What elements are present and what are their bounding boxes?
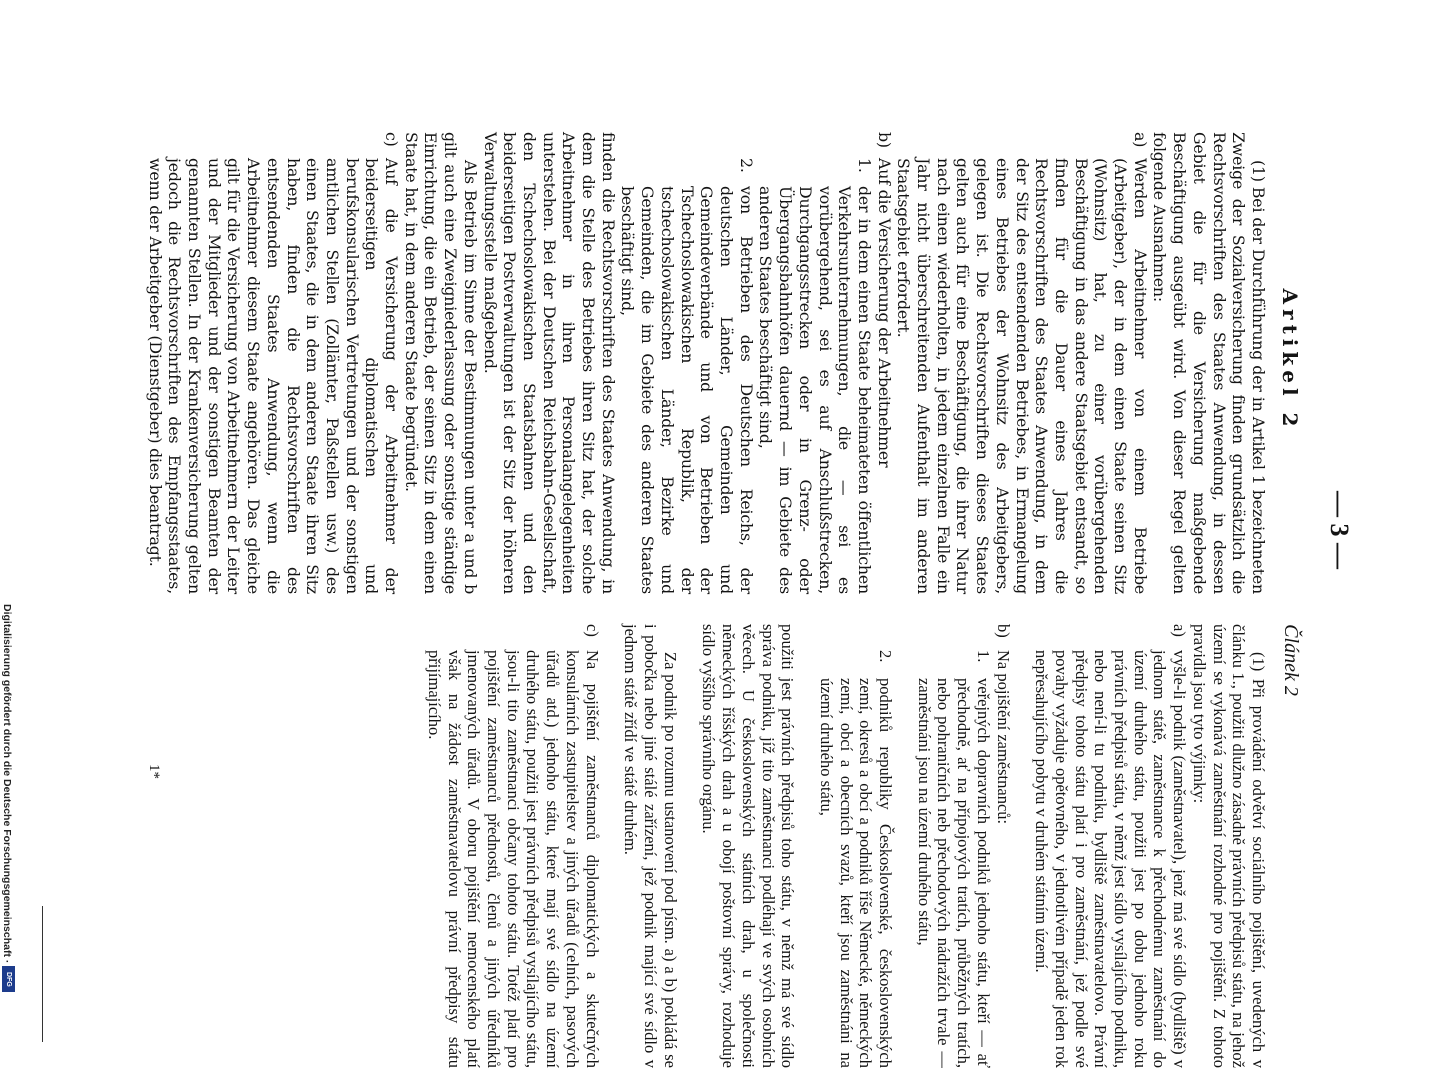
czech-item-a-mark: a) — [1170, 624, 1190, 637]
czech-article-title: Článek 2 — [1280, 624, 1302, 696]
german-item-b1 — [756, 158, 874, 594]
czech-item-b-continuation-2: Za podnik po rozumu ustanovení pod písm. a) a b) pokládá se i pobočka nebo jiné stálé zařízení, jež podnik mající své sídlo v jednom státě zřídí ve státě druhém. — [621, 624, 680, 1068]
czech-item-b — [993, 624, 1013, 1068]
divider-rule — [42, 906, 43, 1042]
czech-item-b-continuation: použiti jest právních předpisů toho státu, v němž má své sídlo správa podniku, jíž tito zaměstnanci podléhají ve svých osobních věcech. U československých státních drah, u společnosti německých říšských drah a u obojí poštovní správy, rozhoduje sídlo vyššího správního orgánu. — [699, 624, 798, 1068]
digitization-footer — [0, 0, 18, 1000]
czech-item-a-text: vyšle-li podnik (zaměstnavatel), jenž má své sídlo (bydliště) v jednom státě, zaměstnance k přechodnému zaměstnání do území druhého státu, použiti jest po dobu jednoho roku právních předpisů státu, v němž jest sídlo vysílajícího podniku, nebo není-li tu podniku, bydliště zaměstnavatelovo. Právní předpisy tohoto státu platí i pro zaměstnání, jež podle své povahy vyžaduje opětovného, v jednotlivém případě jeden rok nepřesahujícího pobytu v druhém státním území. — [1032, 650, 1190, 1068]
page-number: — 3 — — [1325, 491, 1354, 569]
czech-item-c — [424, 624, 601, 1068]
czech-item-c-mark: c) — [582, 624, 602, 637]
german-item-b-text: Auf die Versicherung der Arbeitnehmer — [874, 158, 894, 468]
german-item-a — [894, 132, 1150, 594]
czech-item-a — [1032, 624, 1190, 1068]
dfg-logo: DFG — [2, 966, 15, 992]
czech-item-c-text: Na pojištění zaměstnanců diplomatických a skutečných konsulárních zastupitelstev a jiných úřadů (celních, pasových úřadů atd.) jednoho státu, které mají své sídlo na území druhého státu, použiti jest právních předpisů vysílajícího státu, jsou-li tito zaměstnanci občany tohoto státu. Totéž platí pro pojištění zaměstnanců přednostů, členů a jiných úředníků jmenovaných úřadů. V oboru pojištění nemocenského platí však na žádost zaměstnavatelovu právní předpisy státu přijímajícího. — [424, 650, 602, 1068]
german-item-a-mark: a) — [1130, 132, 1150, 148]
czech-item-b-mark: b) — [993, 624, 1013, 638]
czech-item-b-text: Na pojištění zaměstnanců: — [993, 650, 1013, 825]
sheet-mark: 1* — [146, 764, 162, 779]
german-article-title: Artikel 2 — [1278, 288, 1302, 432]
german-item-b-continuation-2: Als Betrieb im Sinne der Bestimmungen unter a und b gilt auch eine Zweigniederlassung oder sonstige ständige Einrichtung, die ein Betrieb, der seinen Sitz in dem einen Staate hat, in dem anderen Staate begründet. — [401, 132, 480, 594]
german-paragraph-1: (1) Bei der Durchführung der in Artikel 1 bezeichneten Zweige der Sozialversicherung finden grundsätzlich die Rechtsvorschriften des Staates Anwendung, in dessen Gebiet die für die Versicherung maßgebende Beschäftigung ausgeübt wird. Von dieser Regel gelten folgende Ausnahmen: — [1150, 132, 1268, 594]
czech-item-b2-text: podniků republiky Československé, československých zemí, okresů a obcí a podniků říše Německé, německých zemí, obcí a obecních svazů, kteří jsou zaměstnáni na území druhého státu, — [816, 678, 896, 1068]
german-item-b2 — [618, 158, 756, 594]
german-item-c-mark: c) — [382, 132, 402, 147]
german-item-b-continuation: finden die Rechtsvorschriften des Staates Anwendung, in dem die Stelle des Betriebes ihren Sitz hat, der solche Arbeitnehmer in ihren Personalangelegenheiten unterstehen. Bei der Deutschen Reichsbahn-Gesellschaft, den Tschechoslowakischen Staatsbahnen und den beiderseitigen Postverwaltungen ist der Sitz der höheren Verwaltungsstelle maßgebend. — [480, 132, 618, 594]
czech-column — [424, 624, 1268, 1068]
german-item-b — [874, 132, 894, 594]
german-item-c — [145, 132, 401, 594]
czech-item-b1-mark: 1. — [973, 650, 993, 663]
german-item-b1-mark: 1. — [854, 158, 874, 173]
german-item-b-mark: b) — [874, 132, 894, 148]
czech-item-b1 — [914, 650, 993, 1068]
footer-credit-text: Digitalisierung gefördert durch die Deutsche Forschungsgemeinschaft · — [1, 604, 13, 964]
czech-paragraph-1: (1) Při provádění odvětví sociálního pojištění, uvedených v článku 1., použiti dlužno zásadně právních předpisů státu, na jehož území se vykonává zaměstnání rozhodné pro pojištění. Z tohoto pravidla jsou tyto výjimky: — [1189, 624, 1268, 1068]
german-item-b2-text: von Betrieben des Deutschen Reichs, der deutschen Länder, Gemeinden und Gemeindeverbände und von Betrieben der Tschechoslowakischen Republik, der tschechoslowakischen Länder, Bezirke und Gemeinden, die im Gebiete des anderen Staates beschäftigt sind, — [618, 186, 756, 594]
german-item-c-text: Auf die Versicherung der Arbeitnehmer der beiderseitigen diplomatischen und berufskonsularischen Vertretungen und der sonstigen amtlichen Stellen (Zollämter, Paßstellen usw.) des einen Staates, die in dem anderen Staate ihren Sitz haben, finden die Rechtsvorschriften des entsendenden Staates Anwendung, wenn die Arbeitnehmer diesem Staate angehören. Das gleiche gilt für die Versicherung von Arbeitnehmern der Leiter und der Mitglieder und der sonstigen Beamten der genannten Stellen. In der Krankenversicherung gelten jedoch die Rechtsvorschriften des Empfangsstaates, wenn der Arbeitgeber (Dienstgeber) dies beantragt. — [145, 158, 402, 594]
czech-item-b2 — [816, 650, 895, 1068]
czech-item-b2-mark: 2. — [876, 650, 896, 663]
german-item-a-text: Werden Arbeitnehmer von einem Betriebe (Arbeitgeber), der in dem einen Staate seinen Sitz (Wohnsitz) hat, zu einer vorübergehenden Beschäftigung in das andere Staatsgebiet entsandt, so finden für die Dauer eines Jahres die Rechtsvorschriften des Staates Anwendung, in dem der Sitz des entsendenden Betriebes, in Ermangelung eines Betriebes der Wohnsitz des Arbeitgebers, gelegen ist. Die Rechtsvorschriften dieses Staates gelten auch für eine Beschäftigung, die ihrer Natur nach einen wiederholten, in jedem einzelnen Falle ein Jahr nicht überschreitenden Aufenthalt im anderen Staatsgebiet erfordert. — [894, 158, 1150, 594]
czech-item-b1-text: veřejných dopravních podniků jednoho státu, kteří — ať přechodně, ať na přípojových tratích, průběžných tratích, nebo pohraničních neb přechodových nádražích trvale — zaměstnáni jsou na území druhého státu, — [914, 678, 993, 1068]
german-item-b2-mark: 2. — [736, 158, 756, 173]
german-item-b1-text: der in dem einen Staate beheimateten öffentlichen Verkehrsunternehmungen, die — sei es vorübergehend, sei es auf Anschlußstrecken, Durchgangsstrecken oder in Grenz- oder Übergangsbahnhöfen dauernd — im Gebiete des anderen Staates beschäftigt sind, — [756, 186, 874, 594]
german-column — [145, 132, 1268, 594]
